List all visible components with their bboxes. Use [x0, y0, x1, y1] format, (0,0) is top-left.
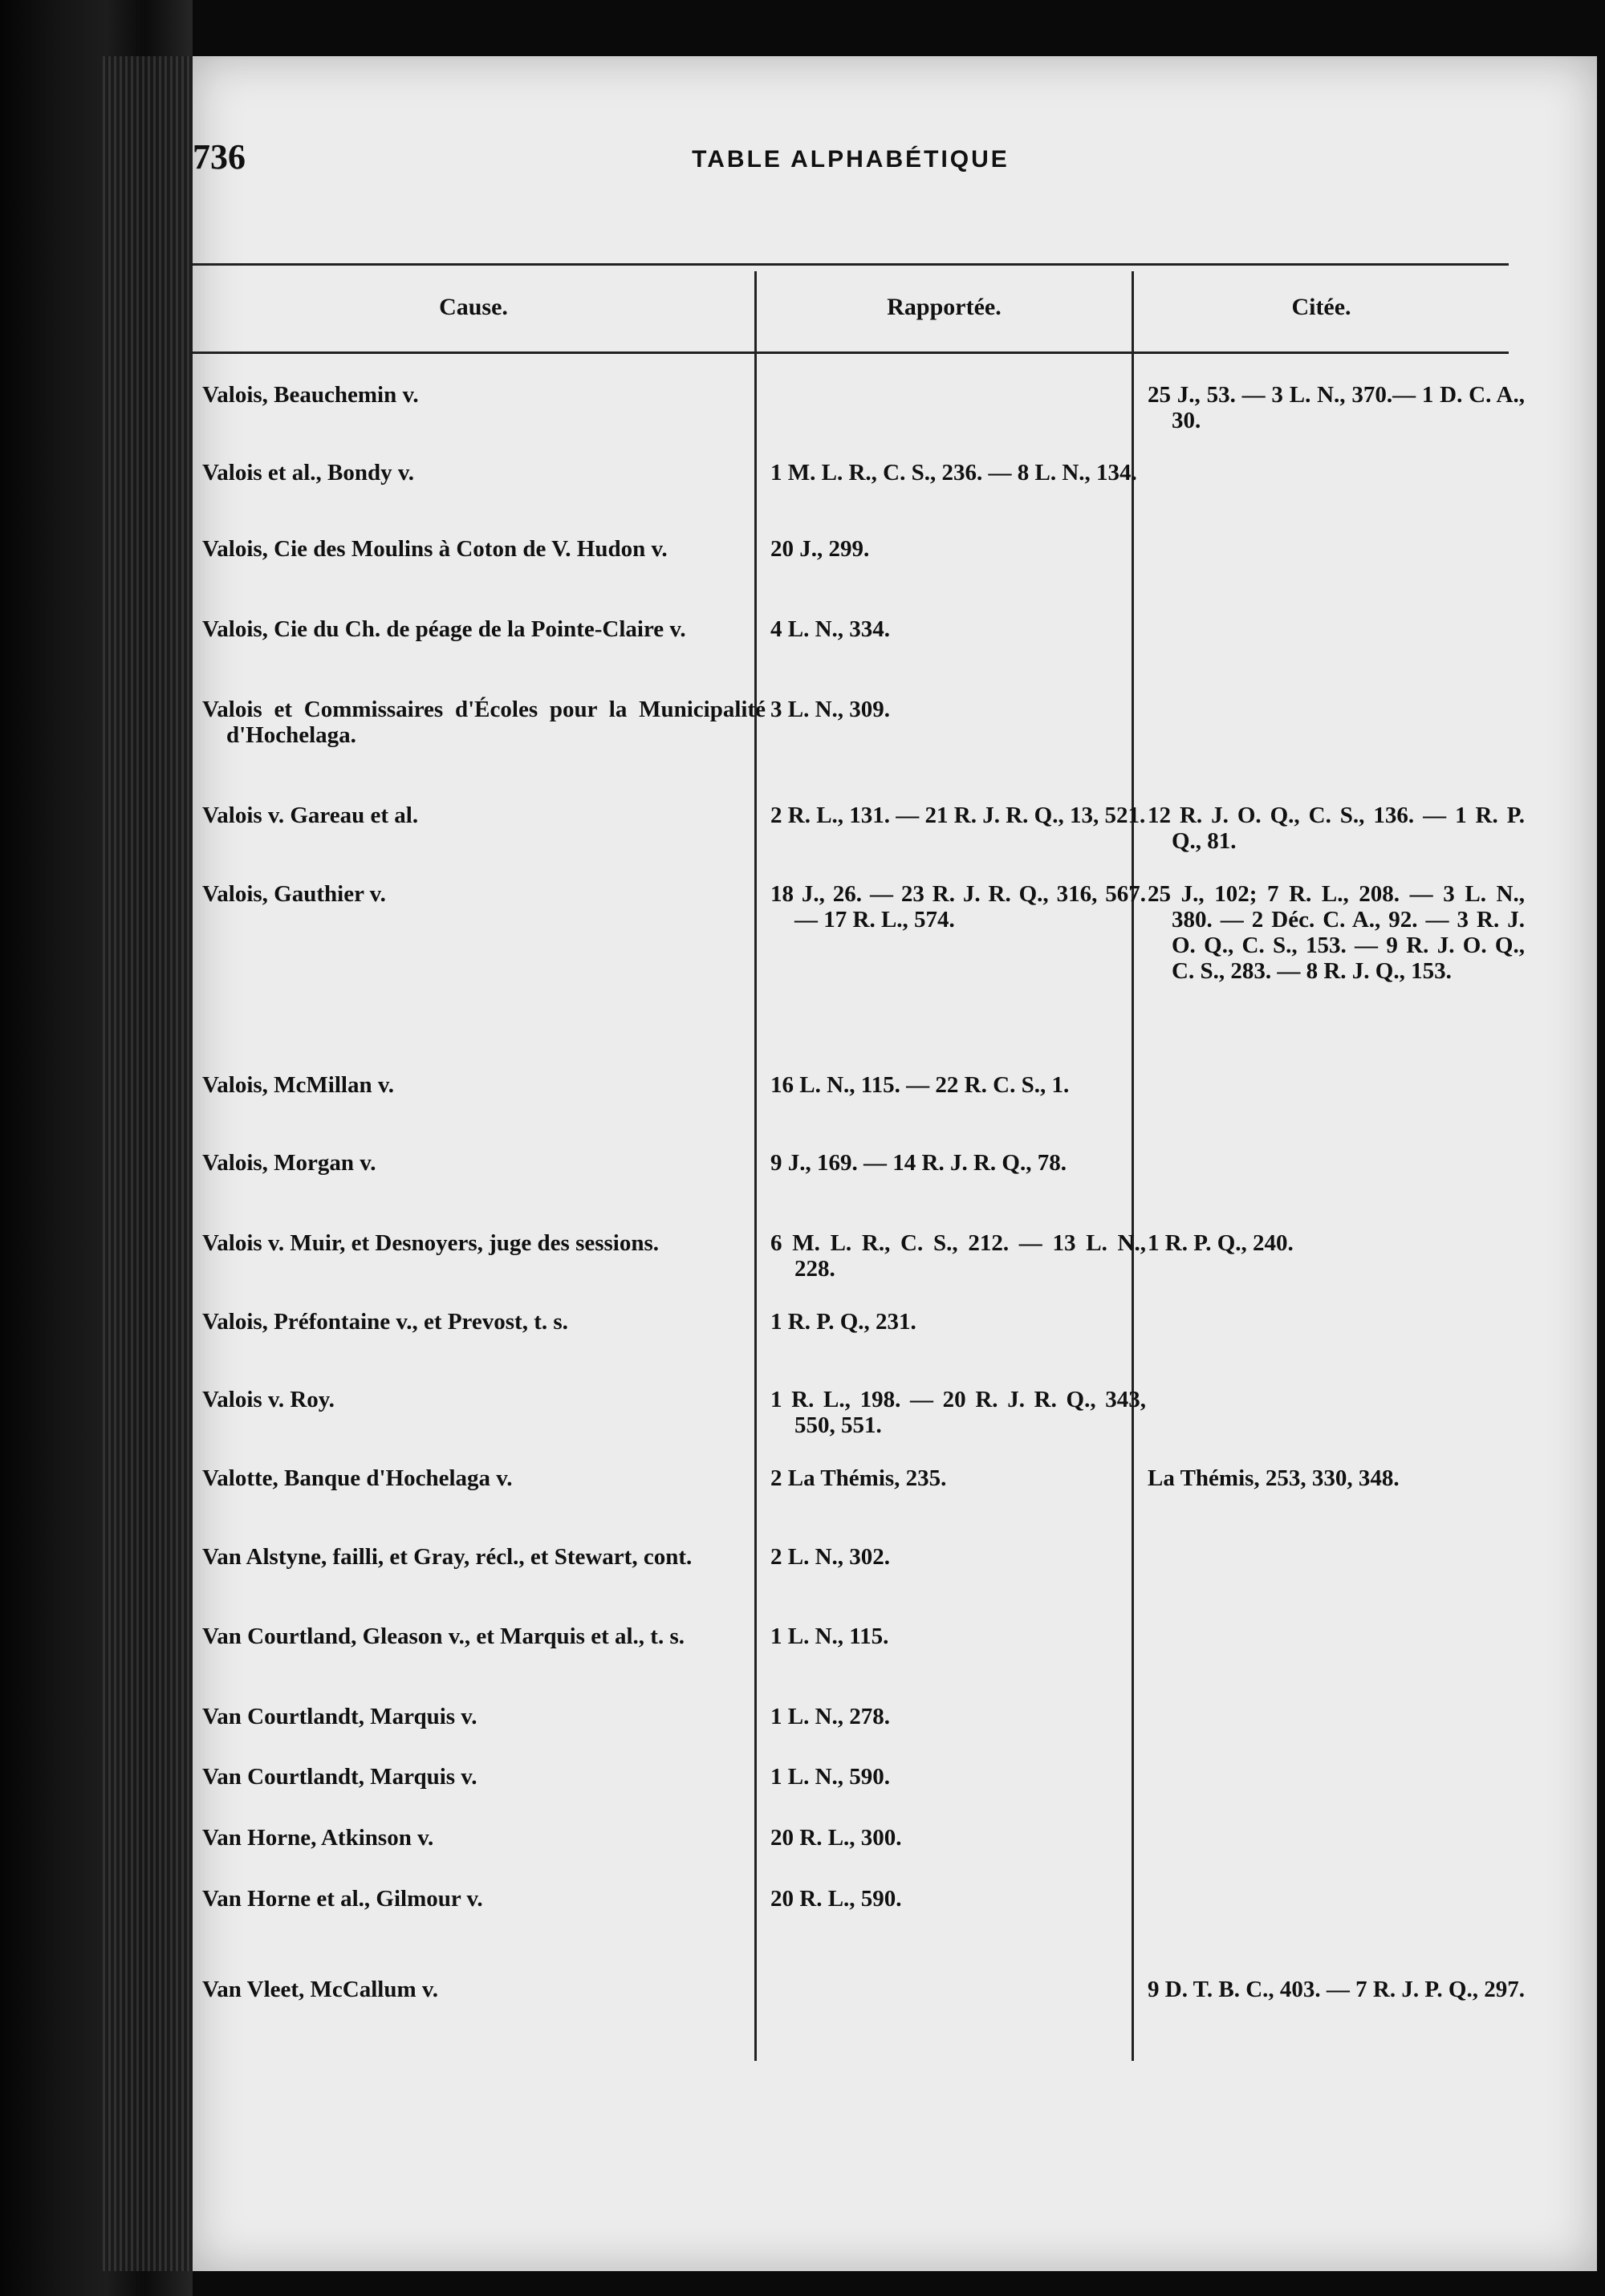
citee-cell: La Thémis, 253, 330, 348.: [1148, 1465, 1400, 1491]
rapportee-cell: 1 R. P. Q., 231.: [770, 1309, 916, 1335]
cause-cell: Van Vleet, McCallum v.: [202, 1977, 439, 2002]
citee-cell: 1 R. P. Q., 240.: [1148, 1230, 1294, 1256]
cause-cell: Valois, Morgan v.: [202, 1150, 376, 1176]
cause-cell: Valois, Gauthier v.: [202, 881, 386, 907]
citation-table: [193, 263, 1525, 2061]
rapportee-cell: 2 La Thémis, 235.: [770, 1465, 947, 1491]
cause-cell: Valois v. Gareau et al.: [202, 803, 419, 828]
column-header-cause: Cause.: [439, 294, 508, 320]
cause-cell: Van Courtland, Gleason v., et Marquis et al., t. s.: [202, 1623, 685, 1649]
rapportee-cell: 1 L. N., 115.: [770, 1623, 889, 1649]
cause-cell: Valois, Préfontaine v., et Prevost, t. s.: [202, 1309, 568, 1335]
page-edges: [103, 56, 193, 2271]
citee-cell: 12 R. J. O. Q., C. S., 136. — 1 R. P. Q., 81.: [1148, 803, 1525, 854]
rapportee-cell: 9 J., 169. — 14 R. J. R. Q., 78.: [770, 1150, 1067, 1176]
citee-cell: 25 J., 102; 7 R. L., 208. — 3 L. N., 380. — 2 Déc. C. A., 92. — 3 R. J. O. Q., C. S., 153. — 9 R. J. O. Q., C. S., 283. — 8 R. J. Q., 153.: [1148, 881, 1525, 984]
rapportee-cell: 20 R. L., 590.: [770, 1886, 902, 1912]
cause-cell: Valois v. Muir, et Desnoyers, juge des sessions.: [202, 1230, 660, 1256]
cause-cell: Valois, McMillan v.: [202, 1072, 394, 1098]
rapportee-cell: 20 J., 299.: [770, 536, 870, 562]
cause-cell: Van Courtlandt, Marquis v.: [202, 1704, 477, 1729]
cause-cell: Valois et al., Bondy v.: [202, 460, 415, 486]
rapportee-cell: 2 L. N., 302.: [770, 1544, 891, 1570]
cause-cell: Valotte, Banque d'Hochelaga v.: [202, 1465, 513, 1491]
column-header-citee: Citée.: [1291, 294, 1351, 320]
cause-cell: Valois et Commissaires d'Écoles pour la Municipalité d'Hochelaga.: [202, 697, 766, 748]
table-header-rule: [193, 352, 1509, 354]
rapportee-cell: 1 M. L. R., C. S., 236. — 8 L. N., 134.: [770, 460, 1137, 486]
cause-cell: Van Horne et al., Gilmour v.: [202, 1886, 483, 1912]
rapportee-cell: 18 J., 26. — 23 R. J. R. Q., 316, 567. — 17 R. L., 574.: [770, 881, 1146, 933]
cause-cell: Van Horne, Atkinson v.: [202, 1825, 434, 1851]
page-number: 736: [193, 137, 246, 177]
citee-cell: 25 J., 53. — 3 L. N., 370.— 1 D. C. A., 30.: [1148, 382, 1525, 433]
running-title: TABLE ALPHABÉTIQUE: [692, 146, 1010, 173]
page-header: [193, 136, 1509, 201]
cause-cell: Valois v. Roy.: [202, 1387, 335, 1412]
rapportee-cell: 2 R. L., 131. — 21 R. J. R. Q., 13, 521.: [770, 803, 1146, 828]
rapportee-cell: 1 L. N., 590.: [770, 1764, 891, 1790]
cause-cell: Valois, Cie du Ch. de péage de la Pointe-Claire v.: [202, 616, 686, 642]
cause-cell: Valois, Cie des Moulins à Coton de V. Hudon v.: [202, 536, 668, 562]
citee-cell: 9 D. T. B. C., 403. — 7 R. J. P. Q., 297.: [1148, 1977, 1525, 2002]
rapportee-cell: 1 L. N., 278.: [770, 1704, 891, 1729]
table-top-rule: [193, 263, 1509, 266]
rapportee-cell: 16 L. N., 115. — 22 R. C. S., 1.: [770, 1072, 1070, 1098]
cause-cell: Valois, Beauchemin v.: [202, 382, 419, 408]
cause-cell: Van Alstyne, failli, et Gray, récl., et Stewart, cont.: [202, 1544, 693, 1570]
column-header-rapportee: Rapportée.: [887, 294, 1002, 320]
rapportee-cell: 4 L. N., 334.: [770, 616, 891, 642]
cause-cell: Van Courtlandt, Marquis v.: [202, 1764, 477, 1790]
rapportee-cell: 3 L. N., 309.: [770, 697, 891, 722]
rapportee-cell: 1 R. L., 198. — 20 R. J. R. Q., 343, 550, 551.: [770, 1387, 1146, 1438]
rapportee-cell: 20 R. L., 300.: [770, 1825, 902, 1851]
rapportee-cell: 6 M. L. R., C. S., 212. — 13 L. N., 228.: [770, 1230, 1146, 1282]
